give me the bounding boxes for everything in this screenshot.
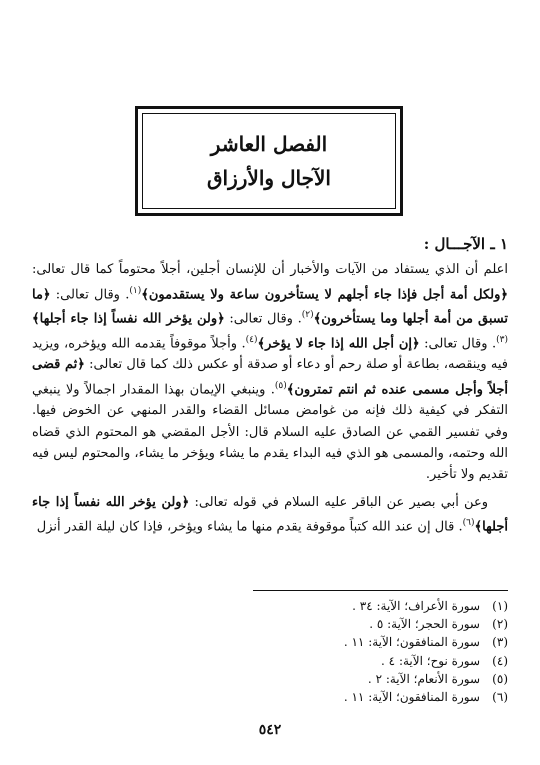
- footnote: [150, 633, 508, 651]
- footnote-ref: (٤): [245, 334, 258, 345]
- footnote-text: سورة الأنعام؛ الآية: ٢ .: [367, 671, 480, 686]
- chapter-title: الفصل العاشر: [210, 132, 328, 156]
- quran-quote: ﴿ما تسبق من أمة أجلها وما يستأخرون﴾: [32, 286, 508, 327]
- footnote-text: سورة نوح؛ الآية: ٤ .: [381, 653, 480, 668]
- body-text: [32, 234, 508, 538]
- paragraph-text: . وقال تعالى:: [419, 336, 497, 352]
- footnote: [150, 670, 508, 688]
- footnote-text: سورة الحجر؛ الآية: ٥ .: [369, 617, 480, 632]
- paragraph-text: . وينبغي الإيمان بهذا المقدار اجمالاً ولا ينبغي التفكر في كيفية ذلك فإنه من غوامض مسائل القضاء والقدر المنهي عن الخوض فيها. وفي تفسير القمي عن الصادق عليه السلام قال: الأجل المقضي هو المحتوم الذي قضاه الله وحتمه، والمسمى هو الذي فيه البداء يقدم ما يشاء ويؤخر ما يشاء، والمحتوم ليس فيه تقديم ولا تأخير.: [32, 382, 508, 483]
- footnote-number: (٢): [492, 617, 508, 632]
- chapter-subtitle: الآجال والأرزاق: [207, 166, 331, 190]
- paragraph: [32, 259, 508, 485]
- footnote-number: (٥): [492, 671, 508, 686]
- quran-quote: ﴿إن أجل الله إذا جاء لا يؤخر﴾: [257, 336, 420, 352]
- footnote-ref: (١): [129, 285, 142, 296]
- chapter-title-frame: [142, 113, 396, 209]
- footnote-number: (١): [492, 599, 508, 613]
- page-number: ٥٤٢: [258, 722, 282, 738]
- footnote: [150, 615, 508, 633]
- quran-quote: ﴿ولكل أمة أجل فإذا جاء أجلهم لا يستأخرون ساعة ولا يستقدمون﴾: [141, 286, 508, 302]
- footnote-ref: (٦): [462, 517, 475, 528]
- footnote-number: (٤): [492, 653, 508, 668]
- footnote: [150, 652, 508, 670]
- quran-quote: ﴿ثم قضى أجلاً وأجل مسمى عنده ثم انتم تمترون﴾: [32, 357, 508, 398]
- footnote-ref: (٢): [301, 310, 314, 321]
- chapter-title-box: [135, 106, 403, 216]
- paragraph-text: وعن أبي بصير عن الباقر عليه السلام في قوله تعالى:: [189, 494, 488, 510]
- footnote-text: سورة المنافقون؛ الآية: ١١ .: [343, 690, 480, 705]
- paragraph-text: اعلم أن الذي يستفاد من الآيات والأخبار أن للإنسان أجلين، أجلاً محتوماً كما قال تعالى:: [32, 262, 508, 278]
- quran-quote: ﴿ولن يؤخر الله نفساً إذا جاء أجلها﴾: [32, 494, 508, 535]
- footnote: [150, 597, 508, 615]
- quran-quote: ﴿ولن يؤخر الله نفساً إذا جاء أجلها﴾: [32, 311, 225, 327]
- footnotes: [150, 597, 508, 706]
- section-heading: ١ ـ الآجـــال :: [423, 235, 508, 253]
- paragraph-text: . قال إن عند الله كتباً موقوفة يقدم منها ما يشاء ويؤخر، فإذا كان ليلة القدر أنزل: [36, 519, 463, 535]
- paragraph-text: . وقال تعالى:: [50, 286, 130, 302]
- footnote-text: سورة الأعراف؛ الآية: ٣٤ .: [352, 599, 480, 613]
- footnote-ref: (٣): [496, 334, 509, 345]
- paragraph-text: . وقال تعالى:: [224, 311, 302, 327]
- paragraph: [32, 492, 508, 538]
- footnote: [150, 688, 508, 706]
- footnote-ref: (٥): [274, 380, 287, 391]
- paragraph-text: . وأجلاً موقوفاً يقدمه الله ويؤخره، ويزيد فيه وينقصه، بطاعة أو صلة رحم أو دعاء أو صدقة أو عكس ذلك كما قال تعالى:: [32, 336, 508, 373]
- footnote-number: (٦): [492, 690, 508, 705]
- footnote-number: (٣): [492, 635, 508, 650]
- footnote-divider: [253, 590, 508, 591]
- footnote-text: سورة المنافقون؛ الآية: ١١ .: [343, 635, 480, 650]
